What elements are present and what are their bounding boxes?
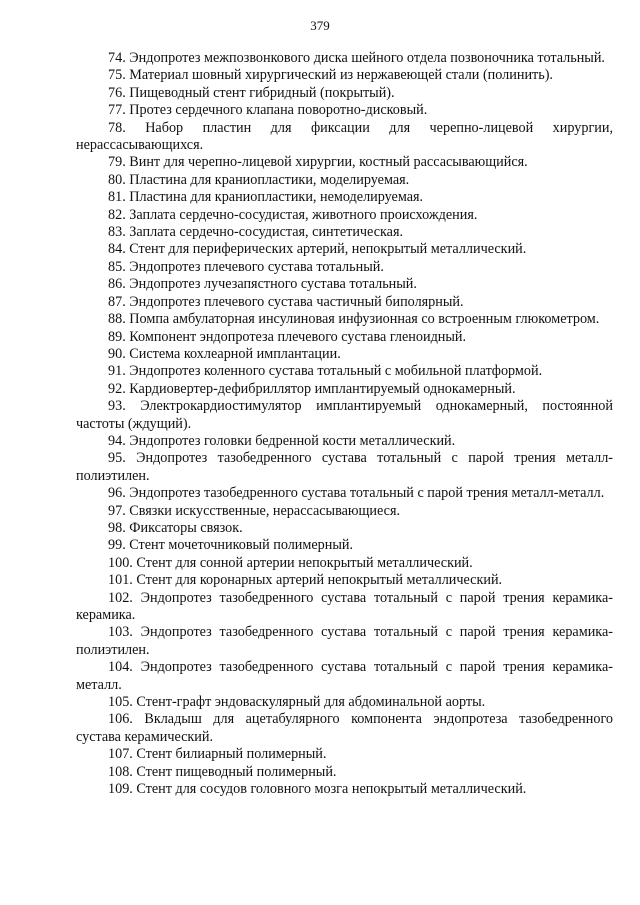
list-item (76, 85, 613, 102)
list-item (76, 764, 613, 781)
list-item (76, 746, 613, 763)
item-number: 82. (108, 206, 126, 223)
list-item (76, 311, 613, 328)
item-text: Эндопротез плечевого сустава тотальный. (129, 258, 384, 275)
item-text: Пластина для краниопластики, немоделируемая. (129, 189, 424, 206)
list-item (76, 329, 613, 346)
item-text: Пищеводный стент гибридный (покрытый). (129, 84, 395, 101)
list-item (76, 572, 613, 589)
item-text: Эндопротез тазобедренного сустава тотальный с парой трения керамика-металл. (76, 659, 613, 693)
item-text: Помпа амбулаторная инсулиновая инфузионная со встроенным глюкометром. (129, 311, 600, 328)
list-item (76, 555, 613, 572)
item-number: 106. (108, 711, 133, 728)
item-text: Эндопротез лучезапястного сустава тотальный. (129, 276, 417, 293)
list-item (76, 694, 613, 711)
item-text: Стент пищеводный полимерный. (136, 763, 337, 780)
list-item (76, 659, 613, 694)
item-number: 93. (108, 398, 126, 415)
item-text: Заплата сердечно-сосудистая, животного происхождения. (129, 206, 478, 223)
list-item (76, 346, 613, 363)
page-number: 379 (310, 18, 330, 33)
item-text: Стент для периферических артерий, непокрытый металлический. (129, 241, 527, 258)
item-number: 78. (108, 119, 126, 136)
item-text: Набор пластин для фиксации для черепно-лицевой хирургии, нерассасывающихся. (76, 119, 613, 154)
item-number: 105. (108, 694, 133, 711)
list-item (76, 537, 613, 554)
item-number: 84. (108, 241, 126, 258)
item-text: Фиксаторы связок. (129, 519, 243, 536)
item-number: 85. (108, 258, 126, 275)
list-item (76, 189, 613, 206)
list-item (76, 276, 613, 293)
item-text: Стент для коронарных артерий непокрытый металлический. (136, 572, 503, 589)
list-item (76, 590, 613, 625)
item-number: 87. (108, 293, 126, 310)
item-list (76, 50, 613, 798)
list-item (76, 398, 613, 433)
list-item (76, 450, 613, 485)
list-item (76, 363, 613, 380)
item-text: Эндопротез головки бедренной кости металлический. (129, 432, 456, 449)
item-number: 81. (108, 189, 126, 206)
item-text: Эндопротез межпозвонкового диска шейного отдела позвоночника тотальный. (129, 50, 605, 66)
item-number: 80. (108, 171, 126, 188)
list-item (76, 259, 613, 276)
item-number: 94. (108, 432, 126, 449)
item-text: Стент для сосудов головного мозга непокрытый металлический. (136, 781, 527, 798)
item-text: Пластина для краниопластики, моделируемая. (129, 171, 410, 188)
item-number: 99. (108, 537, 126, 554)
item-text: Стент для сонной артерии непокрытый металлический. (136, 554, 473, 571)
item-number: 92. (108, 380, 126, 397)
list-item (76, 154, 613, 171)
item-number: 97. (108, 502, 126, 519)
item-text: Эндопротез тазобедренного сустава тотальный с парой трения металл-полиэтилен. (76, 450, 614, 484)
item-text: Стент-графт эндоваскулярный для абдоминальной аорты. (136, 694, 486, 711)
item-text: Материал шовный хирургический из нержавеющей стали (полинить). (129, 67, 553, 84)
item-text: Электрокардиостимулятор имплантируемый однокамерный, постоянной частоты (ждущий). (76, 398, 613, 432)
list-item (76, 433, 613, 450)
list-item (76, 102, 613, 119)
item-number: 74. (108, 50, 126, 66)
item-text: Эндопротез плечевого сустава частичный биполярный. (129, 293, 464, 310)
item-number: 109. (108, 781, 133, 798)
item-text: Винт для черепно-лицевой хирургии, костный рассасывающийся. (129, 154, 528, 171)
list-item (76, 67, 613, 84)
item-number: 79. (108, 154, 126, 171)
list-item (76, 207, 613, 224)
item-text: Эндопротез тазобедренного сустава тотальный с парой трения керамика-керамика. (76, 589, 613, 623)
list-item (76, 172, 613, 189)
list-item (76, 50, 613, 67)
list-item (76, 485, 613, 502)
item-number: 77. (108, 102, 126, 119)
item-text: Протез сердечного клапана поворотно-дисковый. (129, 102, 428, 119)
item-number: 75. (108, 67, 126, 84)
item-text: Эндопротез тазобедренного сустава тотальный с парой трения металл-металл. (129, 485, 605, 502)
item-number: 102. (108, 589, 133, 606)
item-number: 100. (108, 554, 133, 571)
item-number: 108. (108, 763, 133, 780)
item-text: Кардиовертер-дефибриллятор имплантируемый однокамерный. (129, 380, 516, 397)
item-text: Компонент эндопротеза плечевого сустава гленоидный. (129, 328, 467, 345)
item-number: 89. (108, 328, 126, 345)
list-item (76, 624, 613, 659)
list-item (76, 241, 613, 258)
item-text: Связки искусственные, нерассасывающиеся. (129, 502, 401, 519)
item-number: 96. (108, 485, 126, 502)
item-number: 104. (108, 659, 133, 676)
item-number: 103. (108, 624, 133, 641)
item-text: Вкладыш для ацетабулярного компонента эндопротеза тазобедренного сустава керамический. (76, 711, 614, 745)
item-text: Стент мочеточниковый полимерный. (129, 537, 354, 554)
item-number: 95. (108, 450, 126, 467)
item-number: 98. (108, 519, 126, 536)
item-number: 83. (108, 224, 126, 241)
list-item (76, 781, 613, 798)
list-item (76, 503, 613, 520)
item-number: 88. (108, 311, 126, 328)
list-item (76, 294, 613, 311)
item-number: 101. (108, 572, 133, 589)
item-text: Эндопротез тазобедренного сустава тотальный с парой трения керамика-полиэтилен. (76, 624, 613, 658)
list-item (76, 381, 613, 398)
item-text: Система кохлеарной имплантации. (129, 345, 341, 362)
item-number: 91. (108, 363, 126, 380)
item-text: Стент билиарный полимерный. (136, 746, 327, 763)
list-item (76, 224, 613, 241)
item-number: 76. (108, 84, 126, 101)
list-item (76, 711, 613, 746)
item-text: Эндопротез коленного сустава тотальный с мобильной платформой. (129, 363, 543, 380)
item-number: 86. (108, 276, 126, 293)
item-number: 107. (108, 746, 133, 763)
item-number: 90. (108, 345, 126, 362)
list-item (76, 120, 613, 155)
list-item (76, 520, 613, 537)
item-text: Заплата сердечно-сосудистая, синтетическая. (129, 224, 404, 241)
